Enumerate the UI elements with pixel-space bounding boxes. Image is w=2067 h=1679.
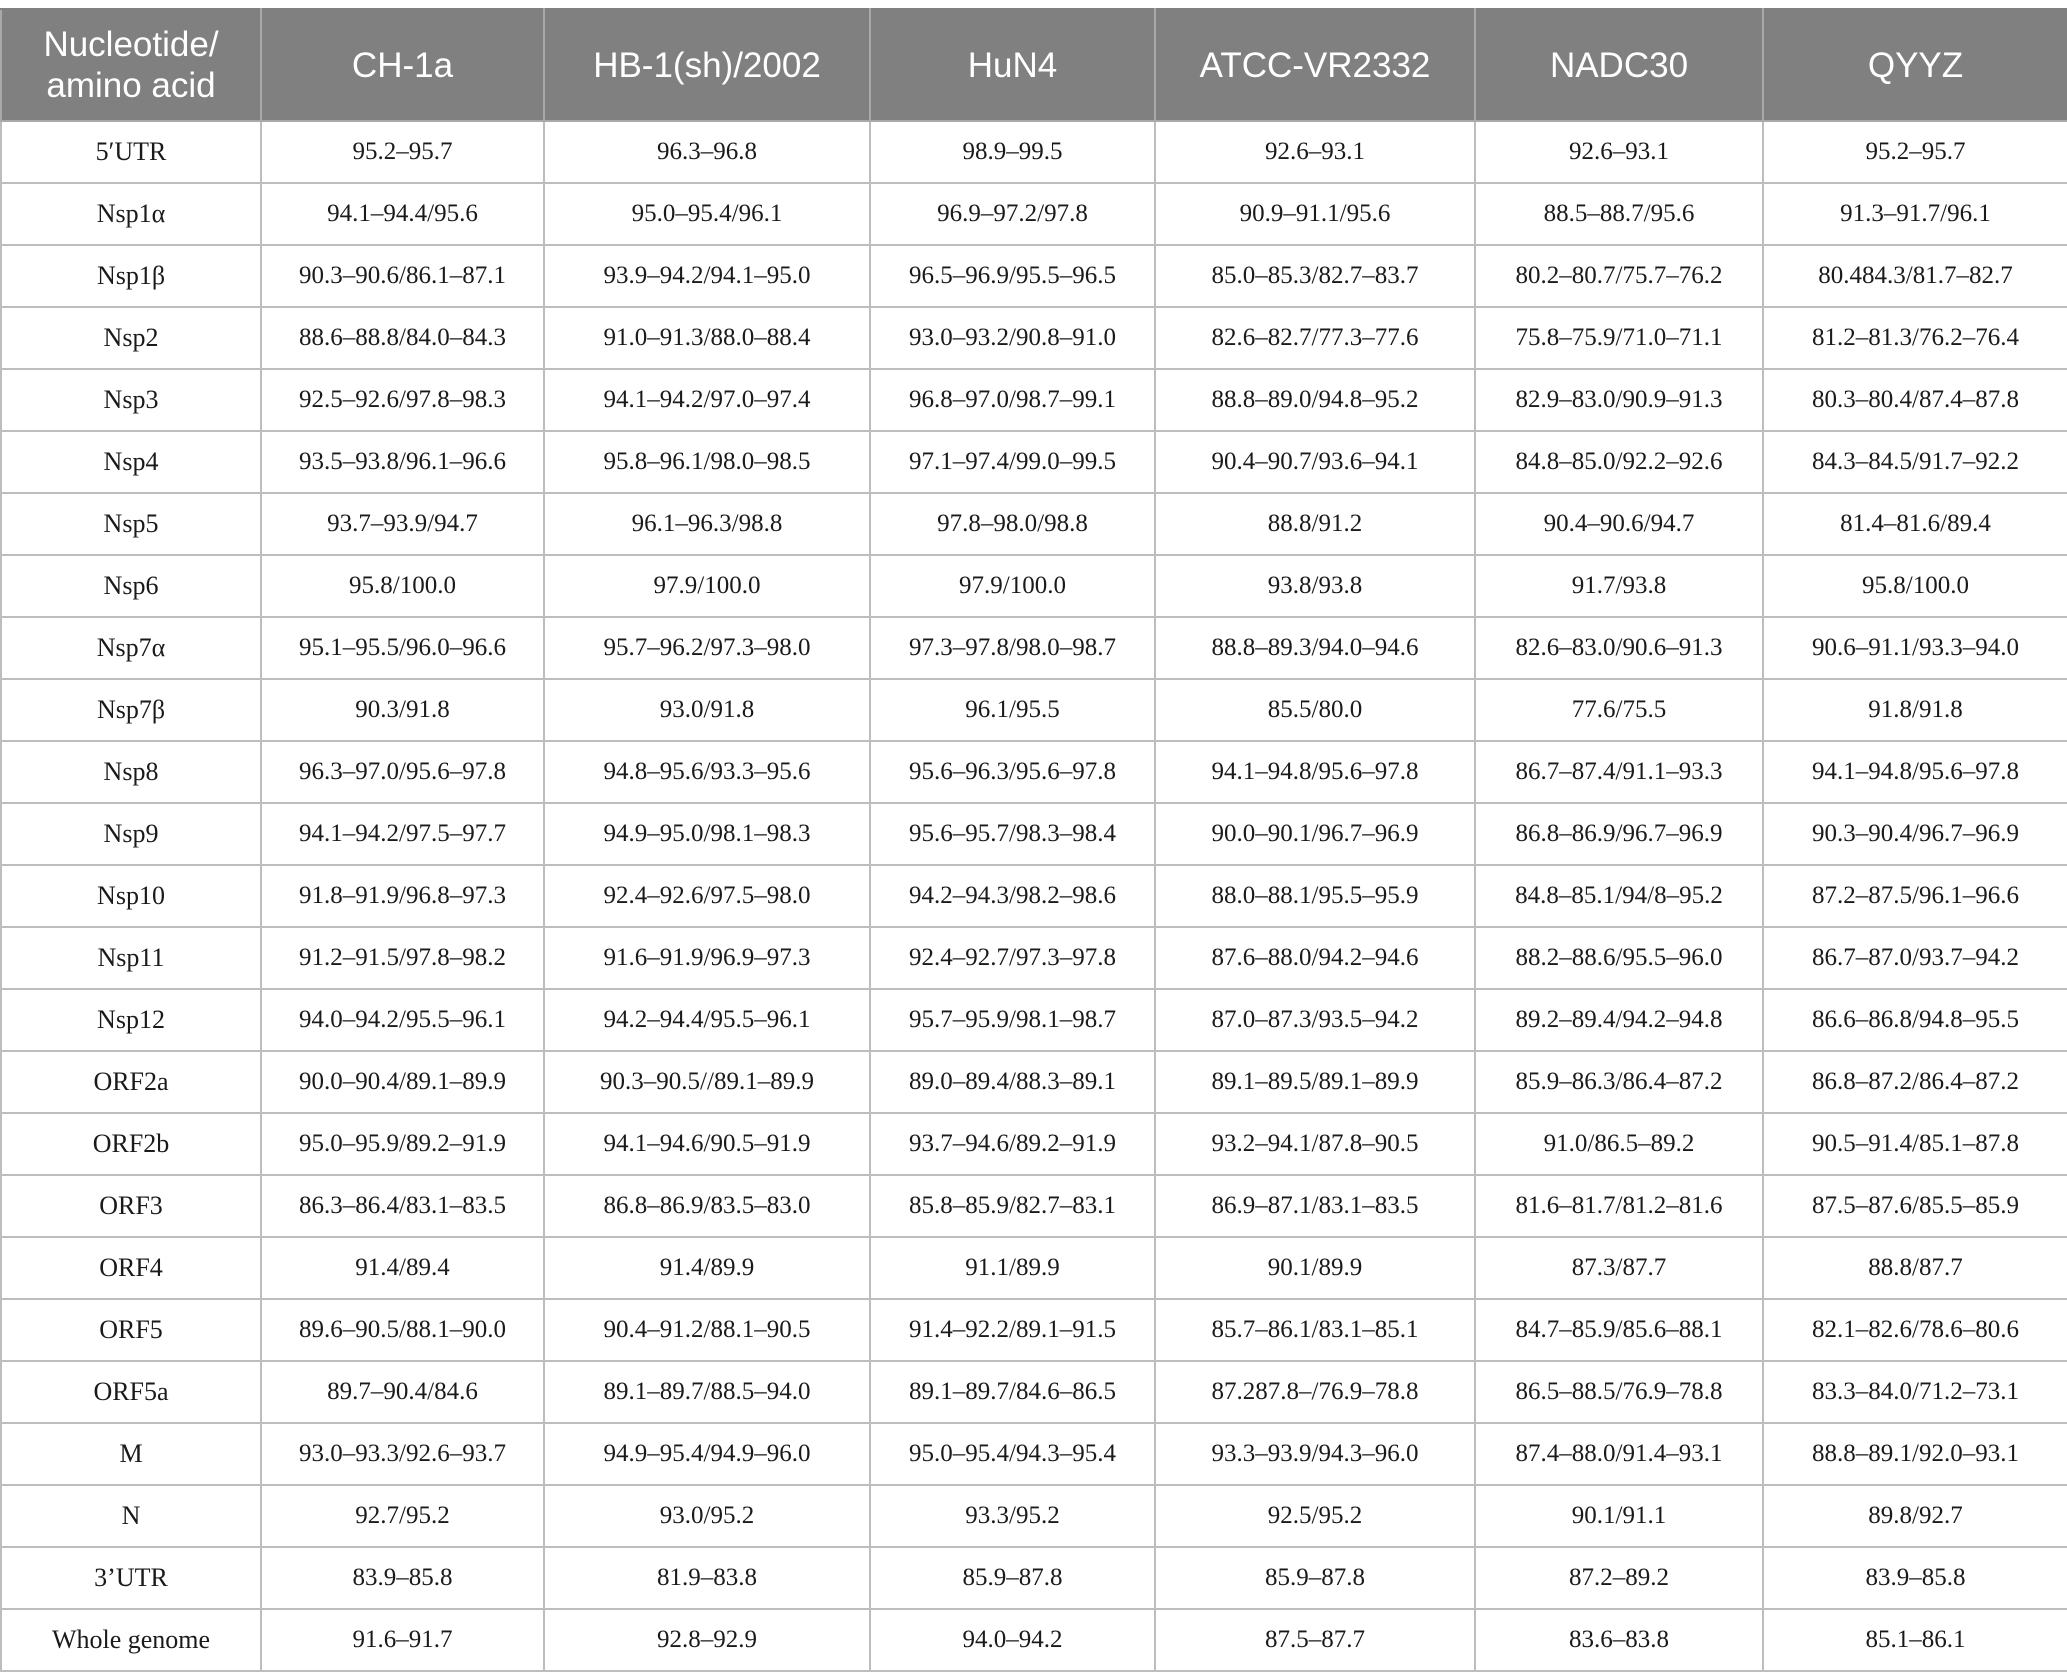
value-cell: 93.0–93.3/92.6–93.7 <box>261 1423 544 1485</box>
value-cell: 95.0–95.4/94.3–95.4 <box>870 1423 1155 1485</box>
value-cell: 93.2–94.1/87.8–90.5 <box>1155 1113 1475 1175</box>
table-row <box>1 803 2067 865</box>
value-cell: 89.2–89.4/94.2–94.8 <box>1475 989 1763 1051</box>
value-cell: 87.3/87.7 <box>1475 1237 1763 1299</box>
row-label-cell: Nsp4 <box>1 431 261 493</box>
value-cell: 94.9–95.4/94.9–96.0 <box>544 1423 870 1485</box>
table-row <box>1 1051 2067 1113</box>
value-cell: 87.5–87.7 <box>1155 1609 1475 1671</box>
value-cell: 92.4–92.7/97.3–97.8 <box>870 927 1155 989</box>
row-label-cell: Nsp5 <box>1 493 261 555</box>
value-cell: 90.1/89.9 <box>1155 1237 1475 1299</box>
row-label-cell: 5′UTR <box>1 121 261 183</box>
value-cell: 91.4/89.9 <box>544 1237 870 1299</box>
value-cell: 91.4–92.2/89.1–91.5 <box>870 1299 1155 1361</box>
value-cell: 90.6–91.1/93.3–94.0 <box>1763 617 2067 679</box>
table-row <box>1 989 2067 1051</box>
row-label-cell: Nsp8 <box>1 741 261 803</box>
value-cell: 89.7–90.4/84.6 <box>261 1361 544 1423</box>
table-body <box>1 121 2067 1671</box>
row-label-cell: N <box>1 1485 261 1547</box>
value-cell: 90.4–90.6/94.7 <box>1475 493 1763 555</box>
value-cell: 91.1/89.9 <box>870 1237 1155 1299</box>
value-cell: 91.2–91.5/97.8–98.2 <box>261 927 544 989</box>
table-row <box>1 369 2067 431</box>
table-row <box>1 865 2067 927</box>
value-cell: 84.3–84.5/91.7–92.2 <box>1763 431 2067 493</box>
value-cell: 82.6–82.7/77.3–77.6 <box>1155 307 1475 369</box>
value-cell: 85.9–86.3/86.4–87.2 <box>1475 1051 1763 1113</box>
value-cell: 90.3–90.5//89.1–89.9 <box>544 1051 870 1113</box>
value-cell: 92.6–93.1 <box>1475 121 1763 183</box>
value-cell: 91.3–91.7/96.1 <box>1763 183 2067 245</box>
value-cell: 94.1–94.2/97.5–97.7 <box>261 803 544 865</box>
value-cell: 96.8–97.0/98.7–99.1 <box>870 369 1155 431</box>
value-cell: 94.1–94.6/90.5–91.9 <box>544 1113 870 1175</box>
value-cell: 88.8/87.7 <box>1763 1237 2067 1299</box>
value-cell: 93.9–94.2/94.1–95.0 <box>544 245 870 307</box>
value-cell: 88.8/91.2 <box>1155 493 1475 555</box>
value-cell: 82.1–82.6/78.6–80.6 <box>1763 1299 2067 1361</box>
row-label-cell: Nsp1α <box>1 183 261 245</box>
value-cell: 87.2–89.2 <box>1475 1547 1763 1609</box>
value-cell: 94.2–94.4/95.5–96.1 <box>544 989 870 1051</box>
value-cell: 91.0–91.3/88.0–88.4 <box>544 307 870 369</box>
row-label-cell: M <box>1 1423 261 1485</box>
value-cell: 94.1–94.4/95.6 <box>261 183 544 245</box>
value-cell: 82.6–83.0/90.6–91.3 <box>1475 617 1763 679</box>
value-cell: 83.6–83.8 <box>1475 1609 1763 1671</box>
table-row <box>1 121 2067 183</box>
row-label-cell: ORF5 <box>1 1299 261 1361</box>
value-cell: 97.9/100.0 <box>870 555 1155 617</box>
value-cell: 90.9–91.1/95.6 <box>1155 183 1475 245</box>
value-cell: 89.8/92.7 <box>1763 1485 2067 1547</box>
value-cell: 86.7–87.0/93.7–94.2 <box>1763 927 2067 989</box>
value-cell: 95.7–96.2/97.3–98.0 <box>544 617 870 679</box>
header-row <box>1 9 2067 121</box>
value-cell: 87.4–88.0/91.4–93.1 <box>1475 1423 1763 1485</box>
value-cell: 85.8–85.9/82.7–83.1 <box>870 1175 1155 1237</box>
value-cell: 81.9–83.8 <box>544 1547 870 1609</box>
value-cell: 95.7–95.9/98.1–98.7 <box>870 989 1155 1051</box>
value-cell: 92.6–93.1 <box>1155 121 1475 183</box>
table-row <box>1 493 2067 555</box>
header-cell: Nucleotide/ amino acid <box>1 9 261 121</box>
value-cell: 86.3–86.4/83.1–83.5 <box>261 1175 544 1237</box>
table-row <box>1 1609 2067 1671</box>
value-cell: 94.1–94.2/97.0–97.4 <box>544 369 870 431</box>
value-cell: 94.8–95.6/93.3–95.6 <box>544 741 870 803</box>
value-cell: 87.6–88.0/94.2–94.6 <box>1155 927 1475 989</box>
value-cell: 97.1–97.4/99.0–99.5 <box>870 431 1155 493</box>
row-label-cell: 3’UTR <box>1 1547 261 1609</box>
value-cell: 86.8–87.2/86.4–87.2 <box>1763 1051 2067 1113</box>
table-row <box>1 679 2067 741</box>
value-cell: 97.3–97.8/98.0–98.7 <box>870 617 1155 679</box>
value-cell: 91.7/93.8 <box>1475 555 1763 617</box>
value-cell: 93.7–93.9/94.7 <box>261 493 544 555</box>
value-cell: 94.2–94.3/98.2–98.6 <box>870 865 1155 927</box>
value-cell: 94.1–94.8/95.6–97.8 <box>1155 741 1475 803</box>
row-label-cell: ORF2a <box>1 1051 261 1113</box>
value-cell: 95.0–95.9/89.2–91.9 <box>261 1113 544 1175</box>
value-cell: 98.9–99.5 <box>870 121 1155 183</box>
value-cell: 95.0–95.4/96.1 <box>544 183 870 245</box>
value-cell: 85.5/80.0 <box>1155 679 1475 741</box>
row-label-cell: Nsp12 <box>1 989 261 1051</box>
value-cell: 88.8–89.1/92.0–93.1 <box>1763 1423 2067 1485</box>
value-cell: 88.8–89.3/94.0–94.6 <box>1155 617 1475 679</box>
value-cell: 85.0–85.3/82.7–83.7 <box>1155 245 1475 307</box>
table-header <box>1 9 2067 121</box>
value-cell: 95.6–96.3/95.6–97.8 <box>870 741 1155 803</box>
value-cell: 94.0–94.2/95.5–96.1 <box>261 989 544 1051</box>
value-cell: 96.9–97.2/97.8 <box>870 183 1155 245</box>
value-cell: 90.0–90.4/89.1–89.9 <box>261 1051 544 1113</box>
header-cell: NADC30 <box>1475 9 1763 121</box>
value-cell: 83.9–85.8 <box>261 1547 544 1609</box>
row-label-cell: Nsp3 <box>1 369 261 431</box>
value-cell: 93.7–94.6/89.2–91.9 <box>870 1113 1155 1175</box>
value-cell: 85.9–87.8 <box>870 1547 1155 1609</box>
table-row <box>1 431 2067 493</box>
value-cell: 96.3–96.8 <box>544 121 870 183</box>
value-cell: 83.3–84.0/71.2–73.1 <box>1763 1361 2067 1423</box>
value-cell: 84.8–85.1/94/8–95.2 <box>1475 865 1763 927</box>
value-cell: 95.2–95.7 <box>261 121 544 183</box>
value-cell: 88.8–89.0/94.8–95.2 <box>1155 369 1475 431</box>
value-cell: 91.6–91.9/96.9–97.3 <box>544 927 870 989</box>
row-label-cell: Nsp9 <box>1 803 261 865</box>
value-cell: 93.0–93.2/90.8–91.0 <box>870 307 1155 369</box>
value-cell: 97.8–98.0/98.8 <box>870 493 1155 555</box>
value-cell: 86.8–86.9/83.5–83.0 <box>544 1175 870 1237</box>
value-cell: 89.1–89.7/84.6–86.5 <box>870 1361 1155 1423</box>
value-cell: 89.6–90.5/88.1–90.0 <box>261 1299 544 1361</box>
row-label-cell: Nsp7β <box>1 679 261 741</box>
value-cell: 96.1–96.3/98.8 <box>544 493 870 555</box>
table-row <box>1 927 2067 989</box>
value-cell: 92.5/95.2 <box>1155 1485 1475 1547</box>
value-cell: 90.3–90.4/96.7–96.9 <box>1763 803 2067 865</box>
value-cell: 84.8–85.0/92.2–92.6 <box>1475 431 1763 493</box>
header-cell: QYYZ <box>1763 9 2067 121</box>
row-label-cell: ORF3 <box>1 1175 261 1237</box>
row-label-cell: Nsp11 <box>1 927 261 989</box>
header-cell: ATCC-VR2332 <box>1155 9 1475 121</box>
value-cell: 94.9–95.0/98.1–98.3 <box>544 803 870 865</box>
value-cell: 87.0–87.3/93.5–94.2 <box>1155 989 1475 1051</box>
value-cell: 86.6–86.8/94.8–95.5 <box>1763 989 2067 1051</box>
value-cell: 91.6–91.7 <box>261 1609 544 1671</box>
value-cell: 95.8/100.0 <box>261 555 544 617</box>
value-cell: 91.8/91.8 <box>1763 679 2067 741</box>
value-cell: 90.3–90.6/86.1–87.1 <box>261 245 544 307</box>
header-cell: CH-1a <box>261 9 544 121</box>
value-cell: 94.0–94.2 <box>870 1609 1155 1671</box>
row-label-cell: ORF5a <box>1 1361 261 1423</box>
value-cell: 95.1–95.5/96.0–96.6 <box>261 617 544 679</box>
value-cell: 86.8–86.9/96.7–96.9 <box>1475 803 1763 865</box>
table-row <box>1 1423 2067 1485</box>
row-label-cell: Nsp10 <box>1 865 261 927</box>
value-cell: 90.4–90.7/93.6–94.1 <box>1155 431 1475 493</box>
value-cell: 93.5–93.8/96.1–96.6 <box>261 431 544 493</box>
value-cell: 86.7–87.4/91.1–93.3 <box>1475 741 1763 803</box>
row-label-cell: Whole genome <box>1 1609 261 1671</box>
value-cell: 95.8–96.1/98.0–98.5 <box>544 431 870 493</box>
table-row <box>1 183 2067 245</box>
value-cell: 90.5–91.4/85.1–87.8 <box>1763 1113 2067 1175</box>
value-cell: 92.7/95.2 <box>261 1485 544 1547</box>
value-cell: 87.5–87.6/85.5–85.9 <box>1763 1175 2067 1237</box>
value-cell: 84.7–85.9/85.6–88.1 <box>1475 1299 1763 1361</box>
value-cell: 96.5–96.9/95.5–96.5 <box>870 245 1155 307</box>
table-row <box>1 1361 2067 1423</box>
value-cell: 89.0–89.4/88.3–89.1 <box>870 1051 1155 1113</box>
table-row <box>1 1237 2067 1299</box>
value-cell: 93.3–93.9/94.3–96.0 <box>1155 1423 1475 1485</box>
value-cell: 86.9–87.1/83.1–83.5 <box>1155 1175 1475 1237</box>
row-label-cell: Nsp2 <box>1 307 261 369</box>
value-cell: 86.5–88.5/76.9–78.8 <box>1475 1361 1763 1423</box>
value-cell: 75.8–75.9/71.0–71.1 <box>1475 307 1763 369</box>
value-cell: 93.0/91.8 <box>544 679 870 741</box>
value-cell: 85.7–86.1/83.1–85.1 <box>1155 1299 1475 1361</box>
value-cell: 89.1–89.7/88.5–94.0 <box>544 1361 870 1423</box>
table-row <box>1 1299 2067 1361</box>
value-cell: 91.0/86.5–89.2 <box>1475 1113 1763 1175</box>
value-cell: 87.2–87.5/96.1–96.6 <box>1763 865 2067 927</box>
value-cell: 80.484.3/81.7–82.7 <box>1763 245 2067 307</box>
value-cell: 92.8–92.9 <box>544 1609 870 1671</box>
value-cell: 80.3–80.4/87.4–87.8 <box>1763 369 2067 431</box>
value-cell: 91.8–91.9/96.8–97.3 <box>261 865 544 927</box>
row-label-cell: Nsp1β <box>1 245 261 307</box>
value-cell: 94.1–94.8/95.6–97.8 <box>1763 741 2067 803</box>
header-cell: HuN4 <box>870 9 1155 121</box>
row-label-cell: ORF4 <box>1 1237 261 1299</box>
row-label-cell: Nsp6 <box>1 555 261 617</box>
value-cell: 95.8/100.0 <box>1763 555 2067 617</box>
value-cell: 81.4–81.6/89.4 <box>1763 493 2067 555</box>
value-cell: 82.9–83.0/90.9–91.3 <box>1475 369 1763 431</box>
table-row <box>1 741 2067 803</box>
value-cell: 88.6–88.8/84.0–84.3 <box>261 307 544 369</box>
table-row <box>1 1547 2067 1609</box>
value-cell: 93.8/93.8 <box>1155 555 1475 617</box>
table-row <box>1 1485 2067 1547</box>
value-cell: 90.4–91.2/88.1–90.5 <box>544 1299 870 1361</box>
value-cell: 88.5–88.7/95.6 <box>1475 183 1763 245</box>
value-cell: 92.5–92.6/97.8–98.3 <box>261 369 544 431</box>
table-row <box>1 307 2067 369</box>
identity-table <box>0 8 2067 1672</box>
value-cell: 90.3/91.8 <box>261 679 544 741</box>
value-cell: 95.2–95.7 <box>1763 121 2067 183</box>
value-cell: 89.1–89.5/89.1–89.9 <box>1155 1051 1475 1113</box>
value-cell: 77.6/75.5 <box>1475 679 1763 741</box>
table-row <box>1 1113 2067 1175</box>
value-cell: 96.3–97.0/95.6–97.8 <box>261 741 544 803</box>
table-row <box>1 245 2067 307</box>
table-row <box>1 1175 2067 1237</box>
value-cell: 93.3/95.2 <box>870 1485 1155 1547</box>
row-label-cell: Nsp7α <box>1 617 261 679</box>
value-cell: 91.4/89.4 <box>261 1237 544 1299</box>
table-row <box>1 617 2067 679</box>
row-label-cell: ORF2b <box>1 1113 261 1175</box>
value-cell: 88.0–88.1/95.5–95.9 <box>1155 865 1475 927</box>
value-cell: 85.9–87.8 <box>1155 1547 1475 1609</box>
value-cell: 97.9/100.0 <box>544 555 870 617</box>
value-cell: 92.4–92.6/97.5–98.0 <box>544 865 870 927</box>
value-cell: 90.0–90.1/96.7–96.9 <box>1155 803 1475 865</box>
value-cell: 96.1/95.5 <box>870 679 1155 741</box>
value-cell: 88.2–88.6/95.5–96.0 <box>1475 927 1763 989</box>
value-cell: 90.1/91.1 <box>1475 1485 1763 1547</box>
header-cell: HB-1(sh)/2002 <box>544 9 870 121</box>
value-cell: 83.9–85.8 <box>1763 1547 2067 1609</box>
value-cell: 81.2–81.3/76.2–76.4 <box>1763 307 2067 369</box>
value-cell: 80.2–80.7/75.7–76.2 <box>1475 245 1763 307</box>
value-cell: 87.287.8–/76.9–78.8 <box>1155 1361 1475 1423</box>
value-cell: 93.0/95.2 <box>544 1485 870 1547</box>
value-cell: 95.6–95.7/98.3–98.4 <box>870 803 1155 865</box>
table-row <box>1 555 2067 617</box>
value-cell: 85.1–86.1 <box>1763 1609 2067 1671</box>
value-cell: 81.6–81.7/81.2–81.6 <box>1475 1175 1763 1237</box>
